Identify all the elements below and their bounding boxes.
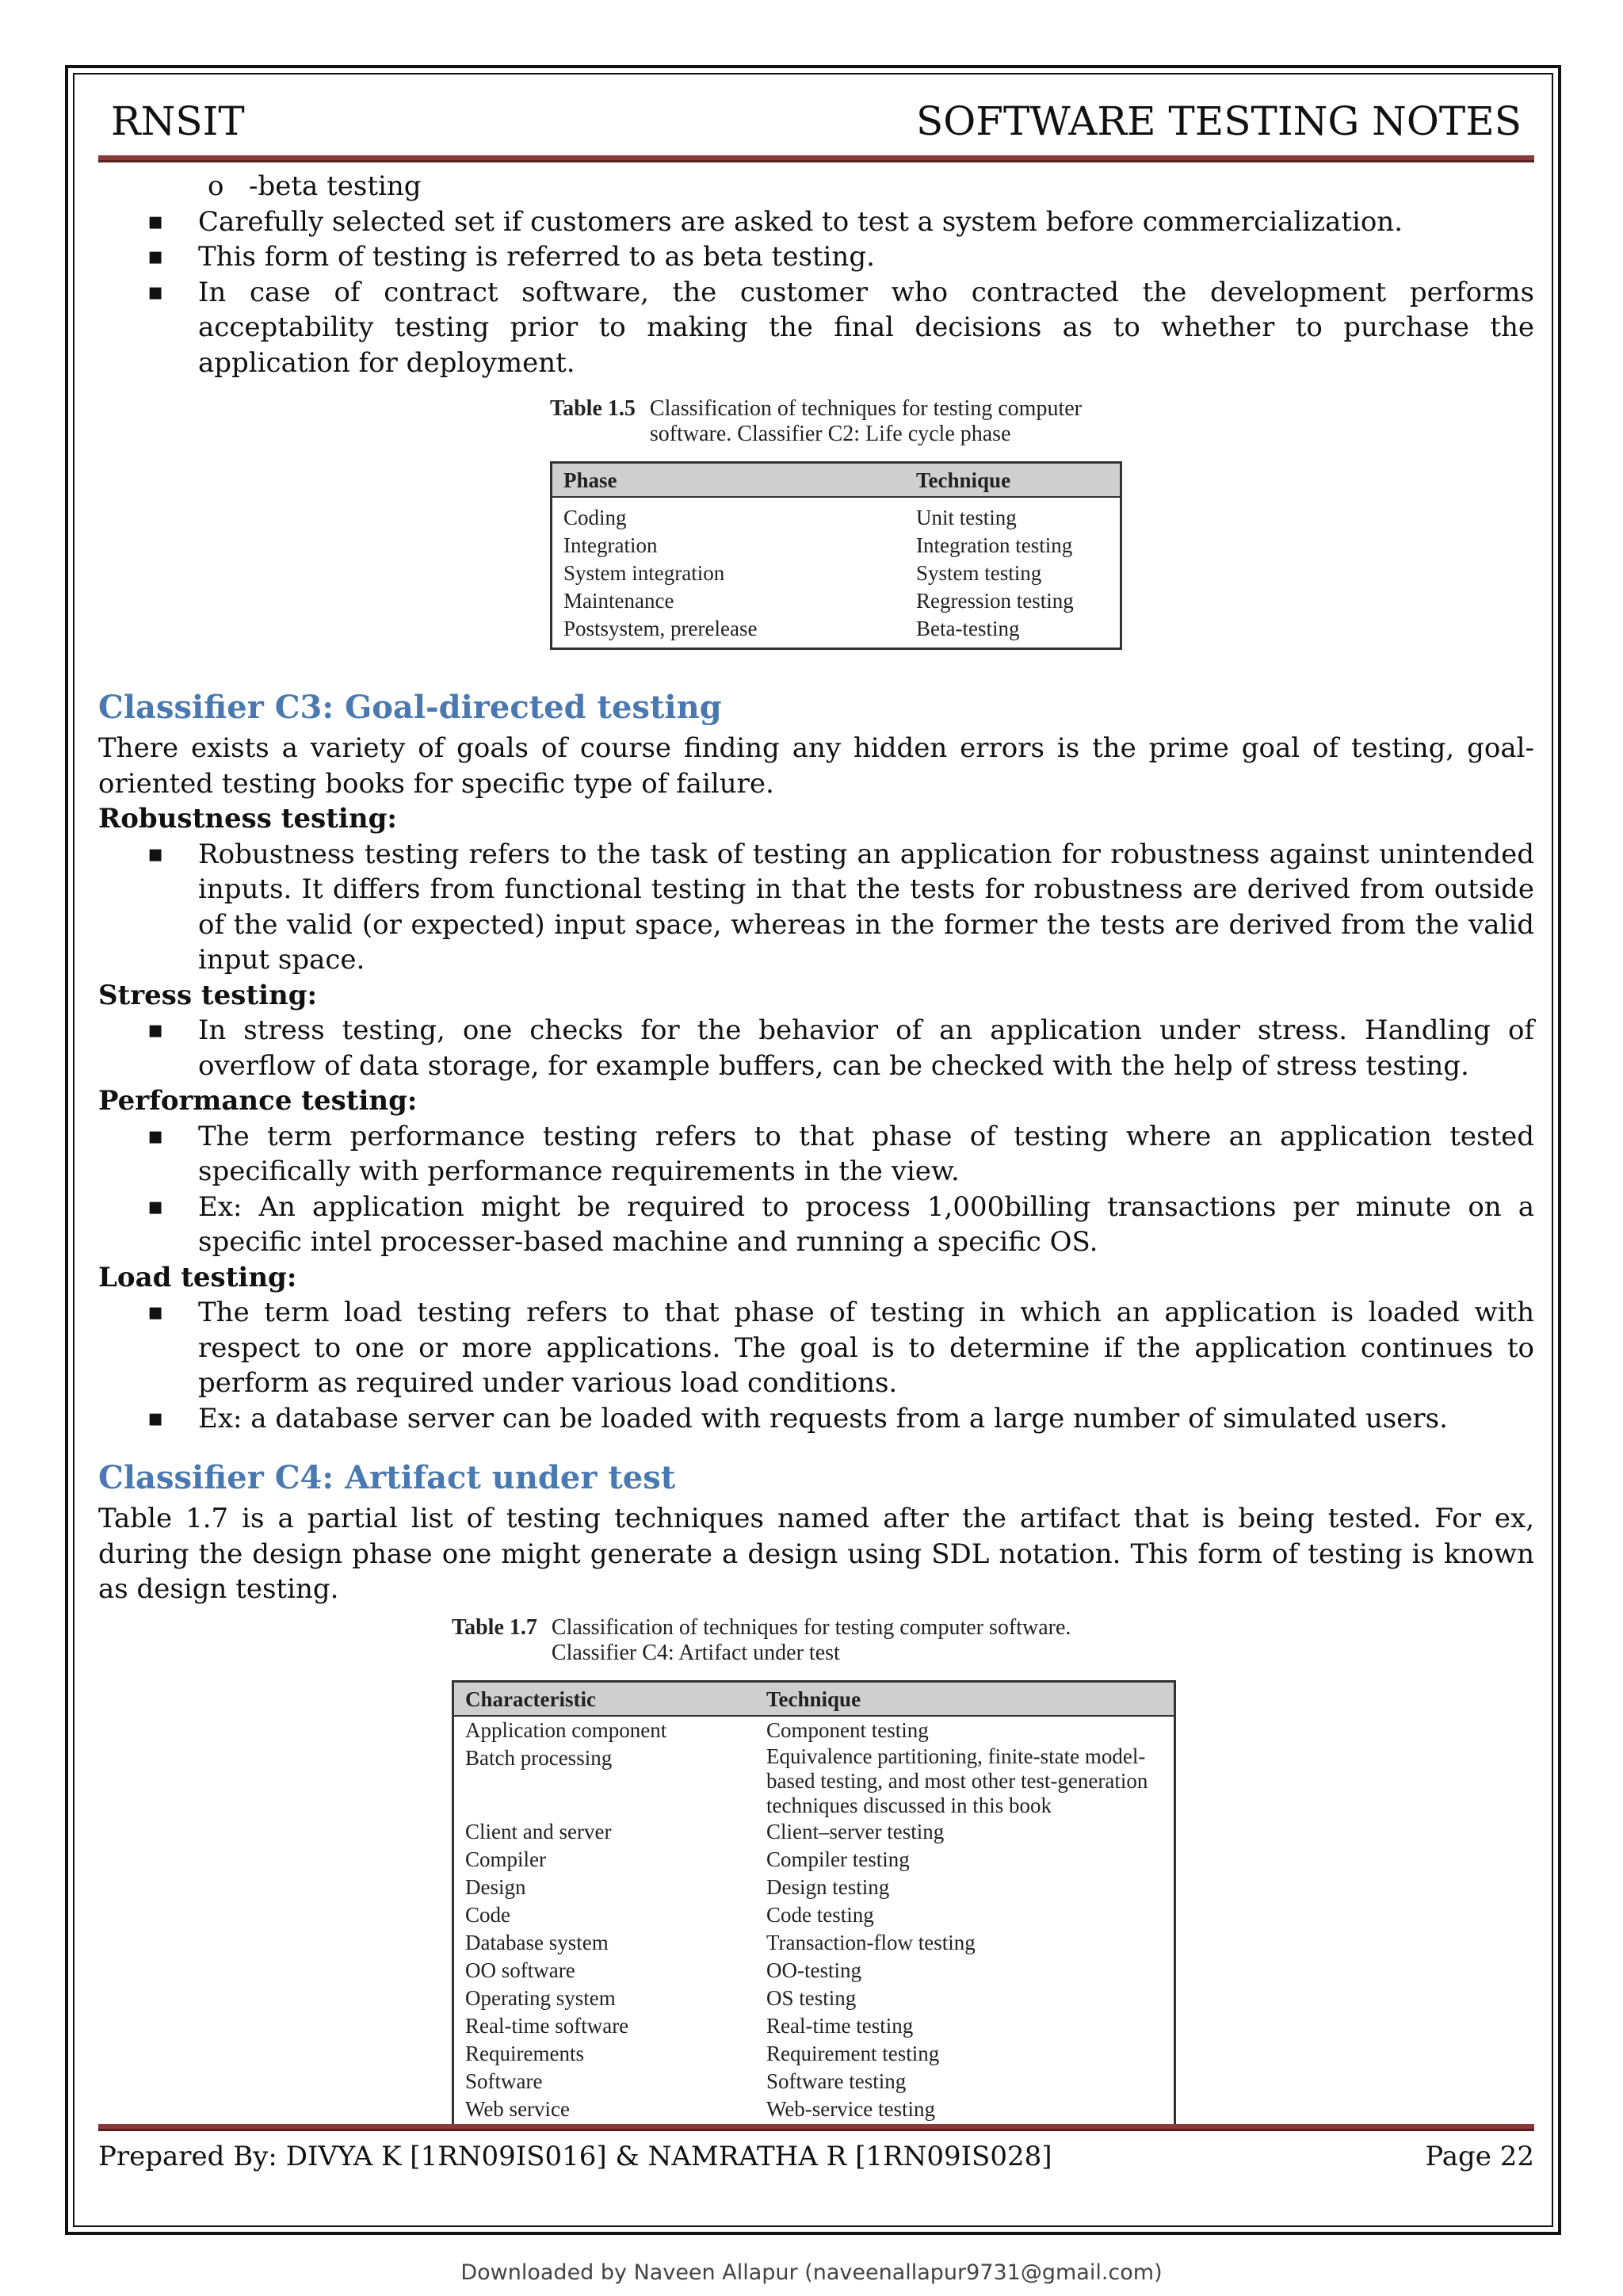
robustness-bullets <box>98 837 1534 978</box>
table-1-5 <box>550 396 1122 650</box>
table-row: Batch processing Equivalence partitioning, finite-state model-based testing, and most other test-generation techniques discussed in this book <box>465 1744 1148 1817</box>
bullet: ▪ In stress testing, one checks for the behavior of an application under stress. Handling of overflow of data storage, for example buffers, can be checked with the help of stress testing. <box>98 1013 1534 1083</box>
c3-paragraph: There exists a variety of goals of course finding any hidden errors is the prime goal of testing, goal-oriented testing books for specific type of failure. <box>98 732 1534 800</box>
header-right: SOFTWARE TESTING NOTES <box>916 98 1522 144</box>
bullet: ▪ This form of testing is referred to as beta testing. <box>98 239 1534 275</box>
table-row: Operating system OS testing <box>465 1985 857 2010</box>
performance-bullets <box>98 1119 1534 1260</box>
table-row: Application component Component testing <box>465 1717 929 1742</box>
table-row: Client and server Client–server testing <box>465 1819 945 1843</box>
table-row: Postsystem, prerelease Beta-testing <box>563 617 1020 640</box>
table-row: System integration System testing <box>563 561 1042 585</box>
bullet: ▪ In case of contract software, the customer who contracted the development performs acceptability testing prior to making the final decisions as to whether to purchase the application for deployment. <box>98 275 1534 381</box>
bullet: ▪ Ex: An application might be required to process 1,000billing transactions per minute on a specific intel processer-based machine and running a specific OS. <box>98 1190 1534 1260</box>
table-caption-text: Classification of techniques for testing computer software. Classifier C2: Life cycle phase <box>649 396 1082 446</box>
bullet: ▪ The term performance testing refers to that phase of testing where an application tested specifically with performance requirements in the view. <box>98 1119 1534 1190</box>
section-heading-c3: Classifier C3: Goal-directed testing <box>98 689 722 726</box>
table-header-row <box>552 464 1120 498</box>
table-row: Web service Web-service testing <box>465 2096 935 2121</box>
table-body <box>452 1680 1176 2130</box>
header-left: RNSIT <box>111 98 245 144</box>
download-notice: Downloaded by Naveen Allapur (naveenallapur9731@gmail.com) <box>460 2260 1163 2285</box>
table-row: Requirements Requirement testing <box>465 2041 940 2065</box>
robustness-title: Robustness testing: <box>98 803 397 835</box>
load-title: Load testing: <box>98 1261 297 1293</box>
performance-title: Performance testing: <box>98 1085 418 1117</box>
header-rule <box>98 155 1534 162</box>
intro-bullets <box>98 204 1534 381</box>
table-row: Code Code testing <box>465 1902 874 1927</box>
bullet: ▪ Robustness testing refers to the task of testing an application for robustness against unintended inputs. It differs from functional testing in that the tests for robustness are derived from outside of the valid (or expected) input space, whereas in the former the tests are derived from the valid input space. <box>98 837 1534 978</box>
table-row: Coding Unit testing <box>563 506 1017 529</box>
footer-left: Prepared By: DIVYA K [1RN09IS016] & NAMRATHA R [1RN09IS028] <box>98 2141 1052 2172</box>
table-row: Compiler Compiler testing <box>465 1847 910 1871</box>
section-heading-c4: Classifier C4: Artifact under test <box>98 1459 676 1496</box>
page-header <box>98 87 1534 155</box>
bullet: ▪ Carefully selected set if customers are asked to test a system before commercialization. <box>98 204 1534 240</box>
table-row: Maintenance Regression testing <box>563 589 1074 613</box>
table-caption-text: Classification of techniques for testing computer software. Classifier C4: Artifact under test <box>551 1614 1071 1665</box>
table-caption <box>452 1615 1176 1666</box>
table-header-cell: Phase <box>563 468 617 492</box>
table-label: Table 1.5 <box>550 396 636 421</box>
table-row: Integration Integration testing <box>563 533 1073 557</box>
table-row: Software Software testing <box>465 2069 907 2093</box>
bullet: ▪ Ex: a database server can be loaded with requests from a large number of simulated users. <box>98 1401 1534 1437</box>
table-header-cell: Characteristic <box>465 1687 596 1711</box>
stress-title: Stress testing: <box>98 979 318 1011</box>
footer-rule <box>98 2124 1534 2131</box>
footer-page-number: Page 22 <box>1425 2141 1534 2172</box>
sub-item-beta: o -beta testing <box>98 169 1534 204</box>
load-bullets <box>98 1295 1534 1436</box>
table-header-cell: Technique <box>916 468 1011 492</box>
table-row: Database system Transaction-flow testing <box>465 1930 976 1954</box>
stress-bullets <box>98 1013 1534 1083</box>
table-row: OO software OO-testing <box>465 1958 861 1982</box>
table-label: Table 1.7 <box>452 1614 537 1640</box>
table-body <box>550 461 1122 650</box>
c4-paragraph: Table 1.7 is a partial list of testing techniques named after the artifact that is being tested. For ex, during the design phase one might generate a design using SDL notation. This form of testing is known as design testing. <box>98 1503 1534 1605</box>
page-footer <box>98 2124 1534 2172</box>
table-caption <box>550 396 1122 447</box>
bullet: ▪ The term load testing refers to that phase of testing in which an application is loaded with respect to one or more applications. The goal is to determine if the application continues to perform as required under various load conditions. <box>98 1295 1534 1401</box>
table-row: Design Design testing <box>465 1874 890 1899</box>
table-header-row <box>454 1683 1174 1717</box>
table-1-7 <box>452 1615 1176 2130</box>
table-row: Real-time software Real-time testing <box>465 2013 914 2038</box>
page-content <box>98 87 1534 2130</box>
table-header-cell: Technique <box>766 1687 861 1711</box>
